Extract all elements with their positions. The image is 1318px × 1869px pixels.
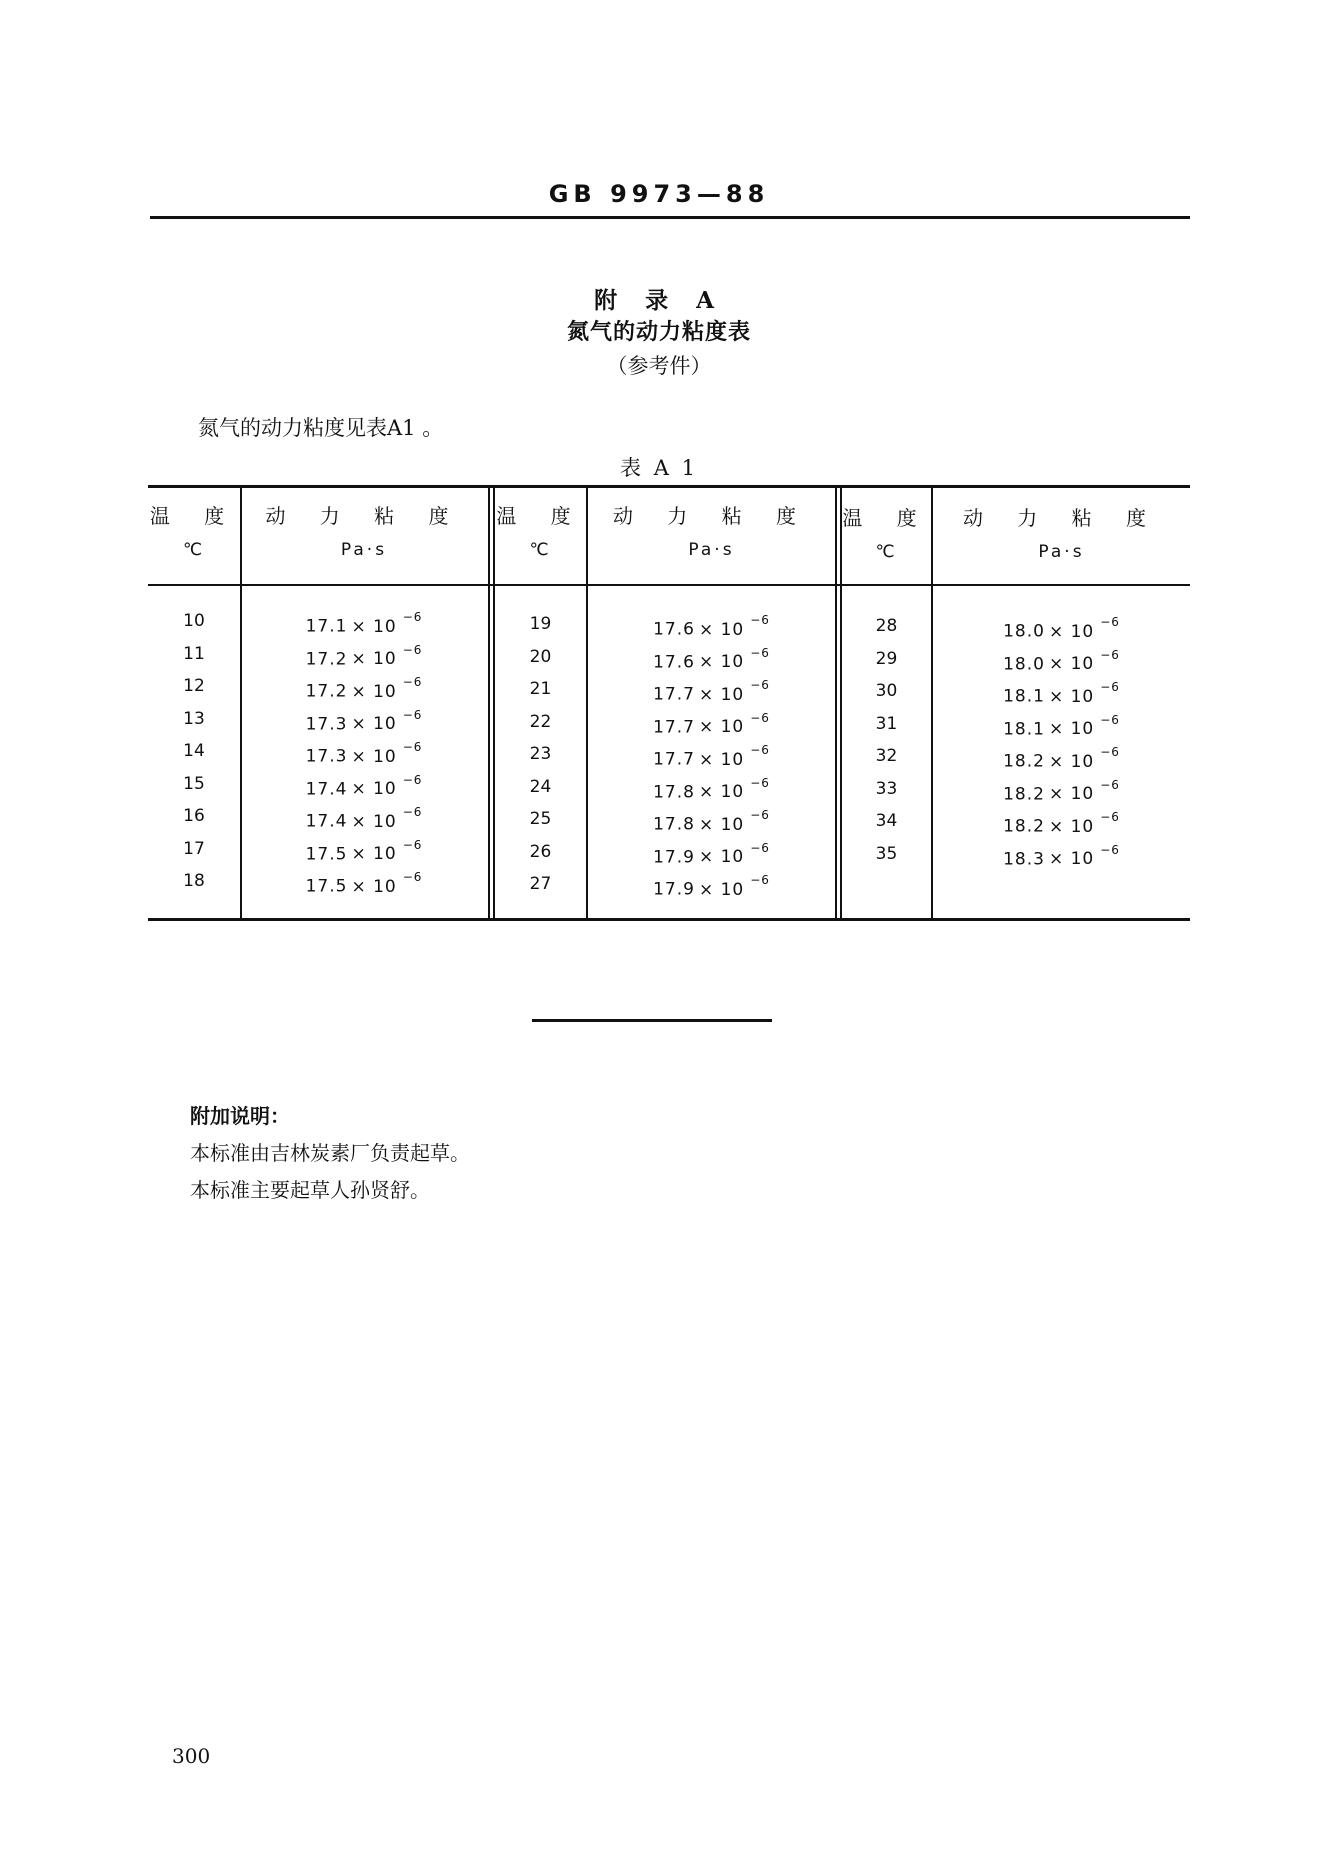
viscosity-mantissa: 17.7 (653, 684, 695, 705)
viscosity-multiplier: × 10 (351, 746, 397, 767)
viscosity-multiplier: × 10 (698, 684, 745, 705)
temperature-cell: 32 (875, 746, 898, 766)
end-rule (532, 1019, 772, 1022)
temperature-cell: 14 (183, 741, 205, 761)
temp-column (842, 610, 931, 870)
temperature-cell: 34 (875, 811, 898, 831)
viscosity-exponent: −6 (1100, 680, 1120, 694)
visc-header (933, 501, 1190, 569)
viscosity-cell (933, 773, 1190, 806)
viscosity-cell (240, 833, 488, 866)
viscosity-mantissa: 18.1 (1003, 686, 1045, 707)
table-caption: 表 A 1 (620, 456, 698, 480)
visc-column (240, 605, 488, 898)
viscosity-mantissa: 17.2 (305, 681, 348, 702)
viscosity-cell (588, 706, 835, 739)
temperature-cell: 27 (529, 874, 552, 894)
viscosity-exponent: −6 (402, 870, 423, 884)
viscosity-cell (933, 740, 1190, 773)
table-top-rule (148, 485, 1190, 488)
appendix-title: 氮气的动力粘度表 (566, 319, 751, 345)
temperature-cell: 21 (529, 679, 552, 699)
viscosity-mantissa: 18.3 (1003, 849, 1045, 870)
viscosity-cell (240, 865, 488, 898)
viscosity-multiplier: × 10 (351, 649, 397, 670)
viscosity-cell (588, 868, 835, 901)
page-number: 300 (172, 1744, 211, 1768)
viscosity-multiplier: × 10 (698, 652, 745, 673)
viscosity-table (148, 485, 1190, 921)
viscosity-mantissa: 17.3 (305, 746, 348, 767)
viscosity-exponent: −6 (402, 642, 423, 657)
temperature-cell: 30 (875, 681, 898, 701)
viscosity-multiplier: × 10 (1048, 751, 1095, 772)
viscosity-exponent: −6 (750, 775, 770, 790)
viscosity-multiplier: × 10 (1048, 654, 1095, 675)
table-bottom-rule (148, 918, 1190, 921)
viscosity-exponent: −6 (402, 772, 423, 787)
viscosity-multiplier: × 10 (351, 811, 397, 832)
viscosity-multiplier: × 10 (1048, 849, 1095, 870)
viscosity-multiplier: × 10 (698, 717, 745, 738)
visc-header-unit: Pa·s (688, 540, 735, 560)
table-header-rule (148, 584, 1190, 586)
viscosity-exponent: −6 (750, 840, 770, 855)
viscosity-cell (240, 638, 488, 671)
viscosity-mantissa: 17.6 (653, 619, 695, 640)
temp-header (495, 499, 586, 567)
viscosity-exponent: −6 (1100, 810, 1120, 824)
temperature-cell: 31 (875, 713, 898, 734)
viscosity-cell (588, 803, 835, 836)
viscosity-multiplier: × 10 (1048, 784, 1095, 805)
viscosity-exponent: −6 (1100, 615, 1120, 629)
appendix-note: （参考件） (606, 354, 712, 378)
appendix-label: 附 录 A (594, 287, 724, 314)
viscosity-mantissa: 17.8 (653, 814, 695, 835)
viscosity-mantissa: 17.5 (305, 844, 348, 865)
viscosity-mantissa: 18.2 (1003, 784, 1045, 805)
viscosity-cell (240, 768, 488, 801)
viscosity-cell (933, 805, 1190, 838)
header-rule (150, 216, 1190, 219)
viscosity-cell (933, 838, 1190, 871)
column-divider (488, 485, 490, 921)
viscosity-multiplier: × 10 (698, 879, 745, 900)
visc-header (588, 499, 835, 567)
viscosity-multiplier: × 10 (698, 619, 745, 640)
viscosity-mantissa: 17.9 (653, 879, 695, 900)
viscosity-cell (240, 703, 488, 736)
viscosity-mantissa: 17.6 (653, 652, 695, 673)
viscosity-mantissa: 18.2 (1003, 816, 1045, 837)
viscosity-cell (933, 643, 1190, 676)
temp-header-label: 温 度 (149, 504, 239, 528)
viscosity-exponent: −6 (750, 645, 770, 660)
viscosity-multiplier: × 10 (698, 814, 745, 835)
viscosity-multiplier: × 10 (1048, 686, 1095, 707)
viscosity-cell (240, 605, 488, 638)
notes-heading: 附加说明： (190, 1104, 290, 1128)
temp-header-label: 温 度 (842, 506, 931, 530)
viscosity-multiplier: × 10 (1048, 719, 1095, 740)
temperature-cell: 19 (529, 614, 552, 634)
temperature-cell: 28 (875, 616, 898, 636)
viscosity-mantissa: 17.7 (653, 717, 695, 738)
viscosity-mantissa: 17.1 (305, 616, 348, 637)
temp-header-unit: ℃ (182, 540, 206, 560)
temperature-cell: 13 (183, 708, 205, 729)
viscosity-mantissa: 17.5 (305, 876, 348, 897)
temperature-cell: 25 (529, 809, 552, 829)
viscosity-exponent: −6 (402, 740, 423, 754)
temperature-cell: 20 (529, 646, 552, 667)
viscosity-exponent: −6 (750, 808, 770, 822)
viscosity-exponent: −6 (750, 873, 770, 887)
viscosity-mantissa: 18.0 (1003, 621, 1045, 642)
temperature-cell: 16 (183, 806, 205, 826)
viscosity-exponent: −6 (750, 710, 770, 725)
viscosity-multiplier: × 10 (1048, 621, 1095, 642)
visc-header-label: 动 力 粘 度 (962, 506, 1161, 530)
temperature-cell: 24 (529, 776, 552, 797)
viscosity-exponent: −6 (1100, 712, 1120, 727)
viscosity-exponent: −6 (1100, 842, 1120, 857)
temp-header-label: 温 度 (496, 504, 585, 528)
viscosity-mantissa: 17.2 (305, 649, 348, 670)
visc-header-label: 动 力 粘 度 (265, 504, 463, 528)
temperature-cell: 17 (183, 838, 205, 859)
visc-column (588, 608, 835, 901)
visc-header (240, 499, 488, 567)
viscosity-mantissa: 17.9 (653, 847, 695, 868)
viscosity-multiplier: × 10 (698, 847, 745, 868)
temperature-cell: 23 (529, 744, 552, 764)
temp-header-unit: ℃ (529, 540, 552, 560)
temp-header (148, 499, 240, 567)
viscosity-exponent: −6 (1100, 647, 1120, 662)
viscosity-mantissa: 18.2 (1003, 751, 1045, 772)
viscosity-multiplier: × 10 (351, 779, 397, 800)
viscosity-cell (588, 641, 835, 674)
viscosity-multiplier: × 10 (351, 876, 397, 897)
viscosity-exponent: −6 (1100, 745, 1120, 759)
visc-column (933, 610, 1190, 870)
viscosity-cell (588, 836, 835, 869)
visc-header-unit: Pa·s (340, 540, 388, 560)
temperature-cell: 11 (183, 643, 205, 664)
temp-column (148, 605, 240, 898)
notes-line: 本标准由吉林炭素厂负责起草。 (190, 1141, 470, 1165)
temp-header-unit: ℃ (875, 542, 898, 562)
viscosity-multiplier: × 10 (698, 749, 745, 770)
viscosity-cell (933, 610, 1190, 643)
viscosity-multiplier: × 10 (351, 714, 397, 735)
viscosity-exponent: −6 (750, 613, 770, 627)
temperature-cell: 29 (875, 648, 898, 669)
viscosity-exponent: −6 (402, 837, 423, 852)
viscosity-mantissa: 17.4 (305, 779, 348, 800)
viscosity-cell (588, 771, 835, 804)
intro-text: 氮气的动力粘度见表A1 。 (198, 416, 444, 440)
additional-notes (190, 1098, 470, 1209)
temperature-cell: 18 (183, 871, 205, 891)
viscosity-cell (240, 735, 488, 768)
header-code: GB 9973—88 (548, 180, 770, 208)
temperature-cell: 35 (875, 843, 898, 864)
viscosity-multiplier: × 10 (1048, 816, 1095, 837)
viscosity-cell (240, 670, 488, 703)
temp-header (842, 501, 931, 569)
viscosity-cell (933, 708, 1190, 741)
viscosity-exponent: −6 (402, 805, 423, 819)
visc-header-unit: Pa·s (1038, 542, 1085, 562)
temperature-cell: 26 (529, 841, 552, 862)
viscosity-exponent: −6 (750, 743, 770, 757)
viscosity-mantissa: 17.8 (653, 782, 695, 803)
viscosity-exponent: −6 (750, 678, 770, 692)
column-divider (835, 485, 837, 921)
viscosity-multiplier: × 10 (351, 616, 397, 637)
temp-column (495, 608, 586, 901)
viscosity-multiplier: × 10 (351, 844, 397, 865)
viscosity-mantissa: 18.0 (1003, 654, 1045, 675)
viscosity-exponent: −6 (1100, 777, 1120, 792)
viscosity-cell (240, 800, 488, 833)
viscosity-exponent: −6 (402, 707, 423, 722)
notes-line: 本标准主要起草人孙贤舒。 (190, 1178, 430, 1202)
viscosity-mantissa: 17.7 (653, 749, 695, 770)
visc-header-label: 动 力 粘 度 (612, 504, 811, 528)
viscosity-exponent: −6 (402, 675, 423, 689)
viscosity-cell (588, 673, 835, 706)
viscosity-mantissa: 17.4 (305, 811, 348, 832)
temperature-cell: 15 (183, 773, 205, 794)
viscosity-multiplier: × 10 (351, 681, 397, 702)
temperature-cell: 22 (529, 711, 552, 732)
temperature-cell: 12 (183, 676, 205, 696)
viscosity-exponent: −6 (402, 610, 423, 624)
viscosity-mantissa: 18.1 (1003, 719, 1045, 740)
viscosity-cell (933, 675, 1190, 708)
temperature-cell: 33 (875, 778, 898, 799)
viscosity-mantissa: 17.3 (305, 714, 348, 735)
viscosity-cell (588, 738, 835, 771)
viscosity-cell (588, 608, 835, 641)
viscosity-multiplier: × 10 (698, 782, 745, 803)
temperature-cell: 10 (183, 611, 205, 631)
